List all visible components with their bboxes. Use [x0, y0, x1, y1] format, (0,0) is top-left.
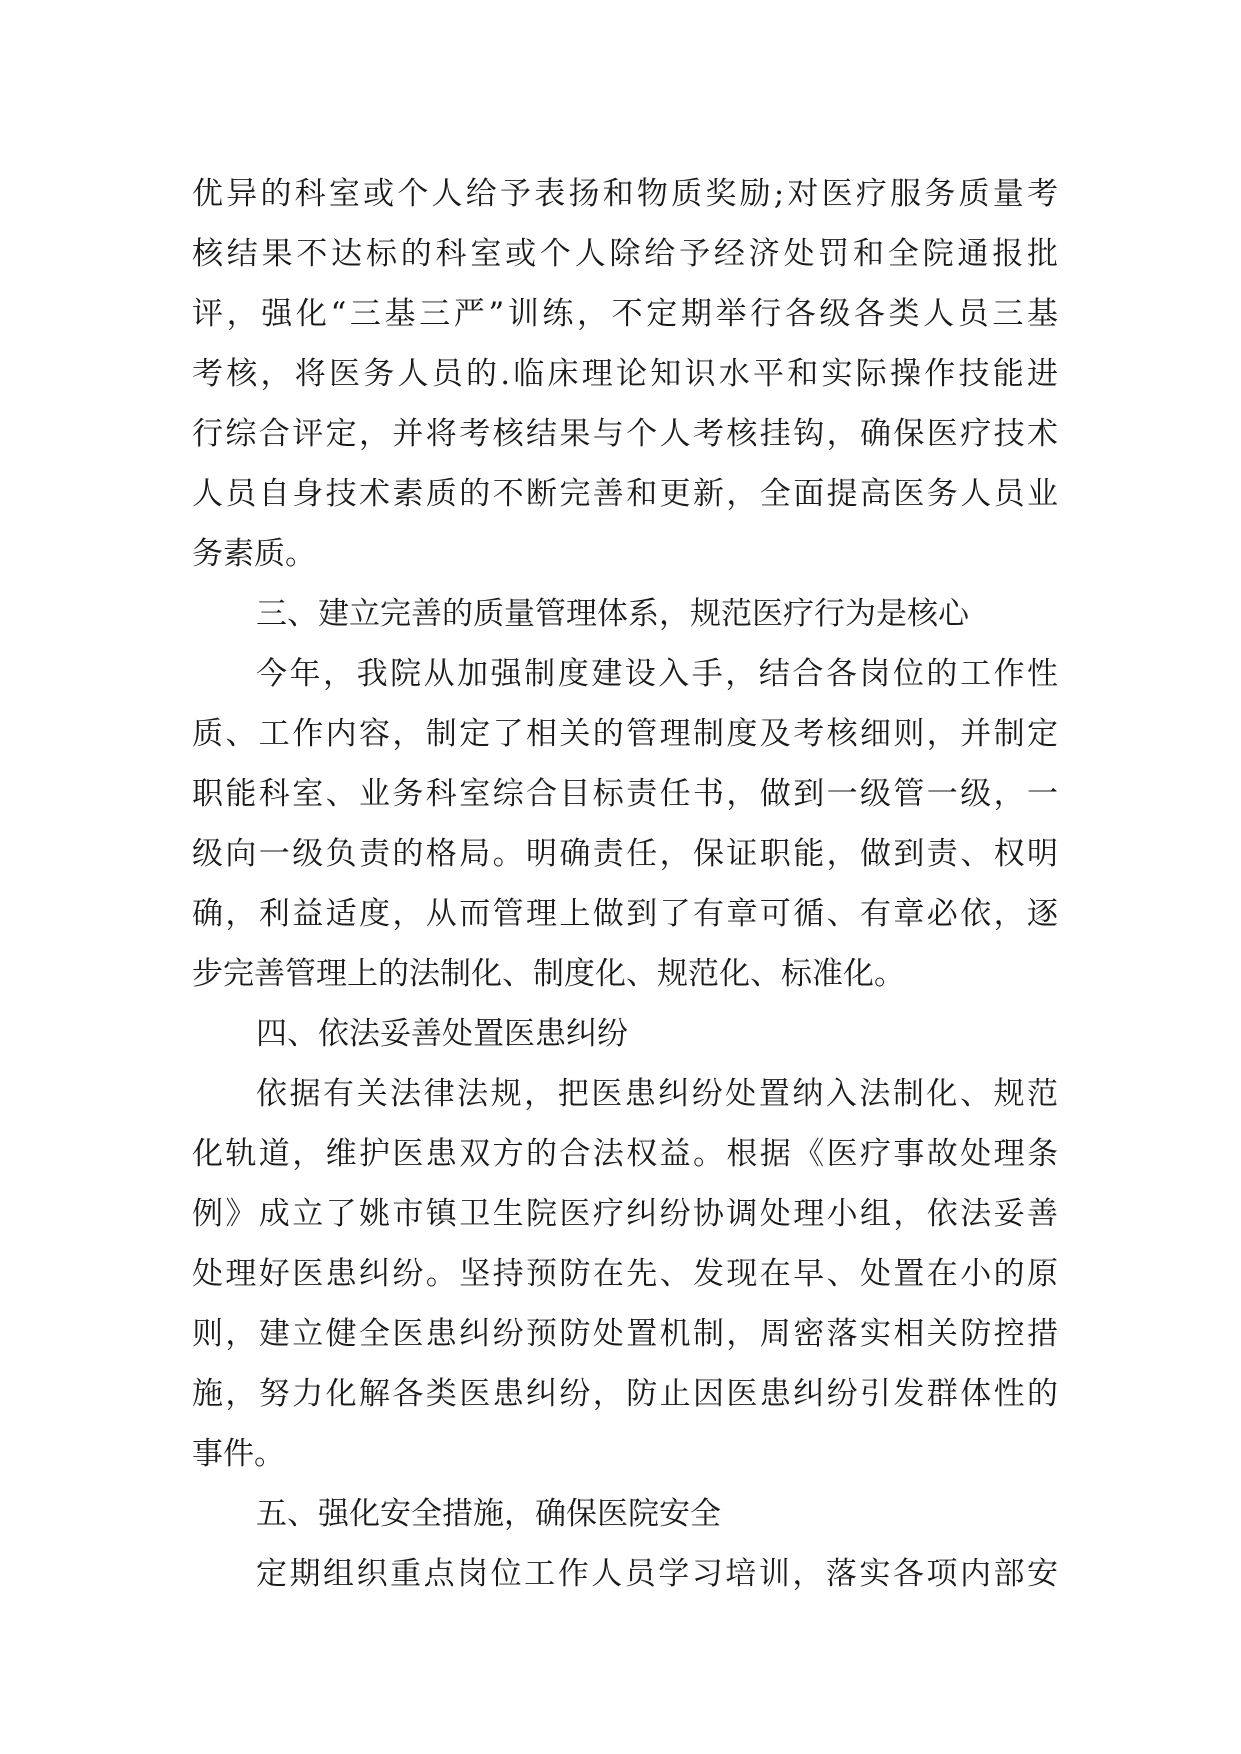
text-line: 例》成立了姚市镇卫生院医疗纠纷协调处理小组，依法妥善: [192, 1196, 1058, 1232]
paragraph-start-line: 五、强化安全措施，确保医院安全: [256, 1496, 721, 1532]
text-line: 级向一级负责的格局。明确责任，保证职能，做到责、权明: [192, 836, 1058, 872]
text-line: 事件。: [192, 1436, 285, 1472]
text-line: 考核，将医务人员的.临床理论知识水平和实际操作技能进: [192, 356, 1058, 392]
text-line: 步完善管理上的法制化、制度化、规范化、标准化。: [192, 956, 905, 992]
paragraph-start-line: 定期组织重点岗位工作人员学习培训，落实各项内部安: [256, 1556, 1058, 1592]
text-line: 化轨道，维护医患双方的合法权益。根据《医疗事故处理条: [192, 1136, 1058, 1172]
text-line: 确，利益适度，从而管理上做到了有章可循、有章必依，逐: [192, 896, 1058, 932]
text-line: 评，强化“三基三严”训练，不定期举行各级各类人员三基: [192, 296, 1058, 332]
text-line: 务素质。: [192, 536, 316, 572]
paragraph-start-line: 今年，我院从加强制度建设入手，结合各岗位的工作性: [256, 656, 1058, 692]
paragraph-start-line: 四、依法妥善处置医患纠纷: [256, 1016, 628, 1052]
text-line: 职能科室、业务科室综合目标责任书，做到一级管一级，一: [192, 776, 1058, 812]
text-line: 质、工作内容，制定了相关的管理制度及考核细则，并制定: [192, 716, 1058, 752]
paragraph-start-line: 依据有关法律法规，把医患纠纷处置纳入法制化、规范: [256, 1076, 1058, 1112]
text-line: 处理好医患纠纷。坚持预防在先、发现在早、处置在小的原: [192, 1256, 1058, 1292]
text-line: 行综合评定，并将考核结果与个人考核挂钩，确保医疗技术: [192, 416, 1058, 452]
text-line: 人员自身技术素质的不断完善和更新，全面提高医务人员业: [192, 476, 1058, 512]
text-line: 施，努力化解各类医患纠纷，防止因医患纠纷引发群体性的: [192, 1376, 1058, 1412]
text-line: 优异的科室或个人给予表扬和物质奖励;对医疗服务质量考: [192, 176, 1058, 212]
text-line: 则，建立健全医患纠纷预防处置机制，周密落实相关防控措: [192, 1316, 1058, 1352]
text-line: 核结果不达标的科室或个人除给予经济处罚和全院通报批: [192, 236, 1058, 272]
body-text: [192, 164, 1058, 1604]
paragraph-start-line: 三、建立完善的质量管理体系，规范医疗行为是核心: [256, 596, 969, 632]
